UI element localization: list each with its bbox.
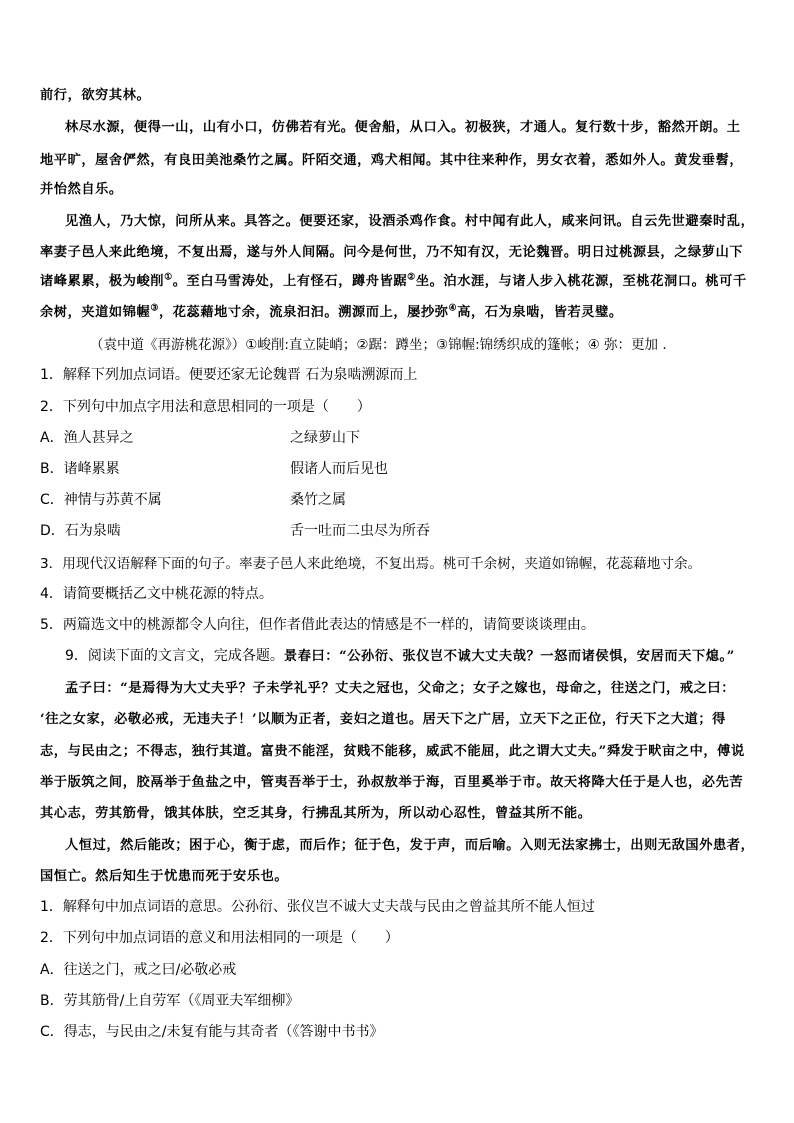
option-right: 桑竹之属 <box>290 492 346 508</box>
passage-line: 志，与民由之；不得志，独行其道。富贵不能淫，贫贱不能移，威武不能屈，此之谓大丈夫。”舜发于畎亩之中，傅说 <box>40 744 745 759</box>
passage-line: 国恒亡。然后知生于忧患而死于安乐也。 <box>40 869 289 884</box>
passage-line: 人恒过，然后能改；困于心，衡于虑，而后作；征于色，发于声，而后喻。入则无法家拂士，出则无敌国外患者， <box>65 838 755 853</box>
option-row <box>40 489 740 509</box>
option-left: A．渔人甚异之 <box>40 430 134 446</box>
passage-line: 地平旷，屋舍俨然，有良田美池桑竹之属。阡陌交通，鸡犬相闻。其中往来种作，男女衣着，悉如外人。黄发垂髫， <box>40 153 744 168</box>
option-row <box>40 458 740 478</box>
passage-line: 孟子曰：“是焉得为大丈夫乎？子未学礼乎？丈夫之冠也，父命之；女子之嫁也，母命之，往送之门，戒之曰： <box>65 681 735 696</box>
passage-text: 景春曰：“公孙衍、张仪岂不诚大丈夫哉？一怒而诸侯惧，安居而天下熄。” <box>283 649 735 664</box>
question-9-intro <box>65 645 735 665</box>
text-run: ，花蕊藉地寸余，流泉汩汩。溯源而上，屡抄弥 <box>158 305 449 320</box>
source-note: （袁中道《再游桃花源》）①峻削:直立陡峭；②踞：蹲坐；③锦幄:锦绣织成的篷帐；④ 弥：更加 . <box>90 337 667 353</box>
question-2: 2．下列句中加点字用法和意思相同的一项是（ ） <box>40 399 371 415</box>
passage-line: 见渔人，乃大惊，问所从来。具答之。便要还家，设酒杀鸡作食。村中闻有此人，咸来问讯。自云先世避秦时乱， <box>65 214 755 229</box>
footnote-marker: ③ <box>150 303 159 314</box>
option-row <box>40 427 740 447</box>
footnote-marker: ④ <box>448 303 458 314</box>
option-left: C．神情与苏黄不属 <box>40 492 162 508</box>
option-left: B．诸峰累累 <box>40 461 120 477</box>
option-a: A．往送之门，戒之曰/必敬必戒 <box>40 962 237 978</box>
question-3: 3．用现代汉语解释下面的句子。率妻子邑人来此绝境，不复出焉。桃可千余树，夹道如锦幄，花蕊藉地寸余。 <box>40 556 702 572</box>
option-row <box>40 520 740 540</box>
passage-line: 率妻子邑人来此绝境，不复出焉，遂与外人间隔。问今是何世，乃不知有汉，无论魏晋。明日过桃源县，之绿萝山下 <box>40 245 744 260</box>
passage-line: 并怡然自乐。 <box>40 182 123 197</box>
question-5: 5．两篇选文中的桃源都令人向往，但作者借此表达的情感是不一样的，请简要谈谈理由。 <box>40 617 595 633</box>
passage-line: 其心志，劳其筋骨，饿其体肤，空乏其身，行拂乱其所为，所以动心忍性，曾益其所不能。 <box>40 806 592 821</box>
option-right: 之绿萝山下 <box>290 430 360 446</box>
passage-jia-line-1: 前行，欲穷其林。 <box>40 88 151 103</box>
text-run: 高，石为泉啮，皆若灵璧。 <box>457 305 623 320</box>
footnote-marker: ① <box>164 272 173 283</box>
question-1: 1．解释句中加点词语的意思。公孙衍、张仪岂不诚大丈夫哉与民由之曾益其所不能人恒过 <box>40 899 595 915</box>
option-c: C．得志，与民由之/未复有能与其奇者（《答谢中书书》 <box>40 1024 384 1040</box>
option-right: 假诸人而后见也 <box>290 461 388 477</box>
footnote-marker: ② <box>407 272 416 283</box>
question-1: 1．解释下列加点词语。便要还家无论魏晋 石为泉啮溯源而上 <box>40 367 418 383</box>
passage-line: ‘往之女家，必敬必戒，无违夫子！’以顺为正者，妾妇之道也。居天下之广居，立天下之正位，行天下之大道；得 <box>40 712 726 727</box>
passage-line <box>40 270 747 289</box>
text-run: 余树，夹道如锦幄 <box>40 305 151 320</box>
option-b: B．劳其筋骨/上自劳军（《周亚夫军细柳》 <box>40 993 300 1009</box>
option-left: D．石为泉啮 <box>40 523 121 539</box>
question-9-prompt: 9．阅读下面的文言文，完成各题。 <box>65 648 284 664</box>
passage-line <box>40 301 623 320</box>
passage-line: 举于版筑之间，胶鬲举于鱼盐之中，管夷吾举于士，孙叔敖举于海，百里奚举于市。故天将降大任于是人也，必先苦 <box>40 775 744 790</box>
passage-line: 林尽水源，便得一山，山有小口，仿佛若有光。便舍船，从口入。初极狭，才通人。复行数十步，豁然开朗。土 <box>65 120 741 135</box>
question-2: 2．下列句中加点词语的意义和用法相同的一项是（ ） <box>40 930 399 946</box>
text-run: 诸峰累累，极为峻削 <box>40 274 165 289</box>
text-run: 坐。泊水涯，与诸人步入桃花源，至桃花洞口。桃可千 <box>415 274 747 289</box>
text-run: 。至白马雪涛处，上有怪石，蹲舟皆踞 <box>172 274 408 289</box>
option-right: 舌一吐而二虫尽为所吞 <box>290 523 430 539</box>
question-4: 4．请简要概括乙文中桃花源的特点。 <box>40 586 273 602</box>
